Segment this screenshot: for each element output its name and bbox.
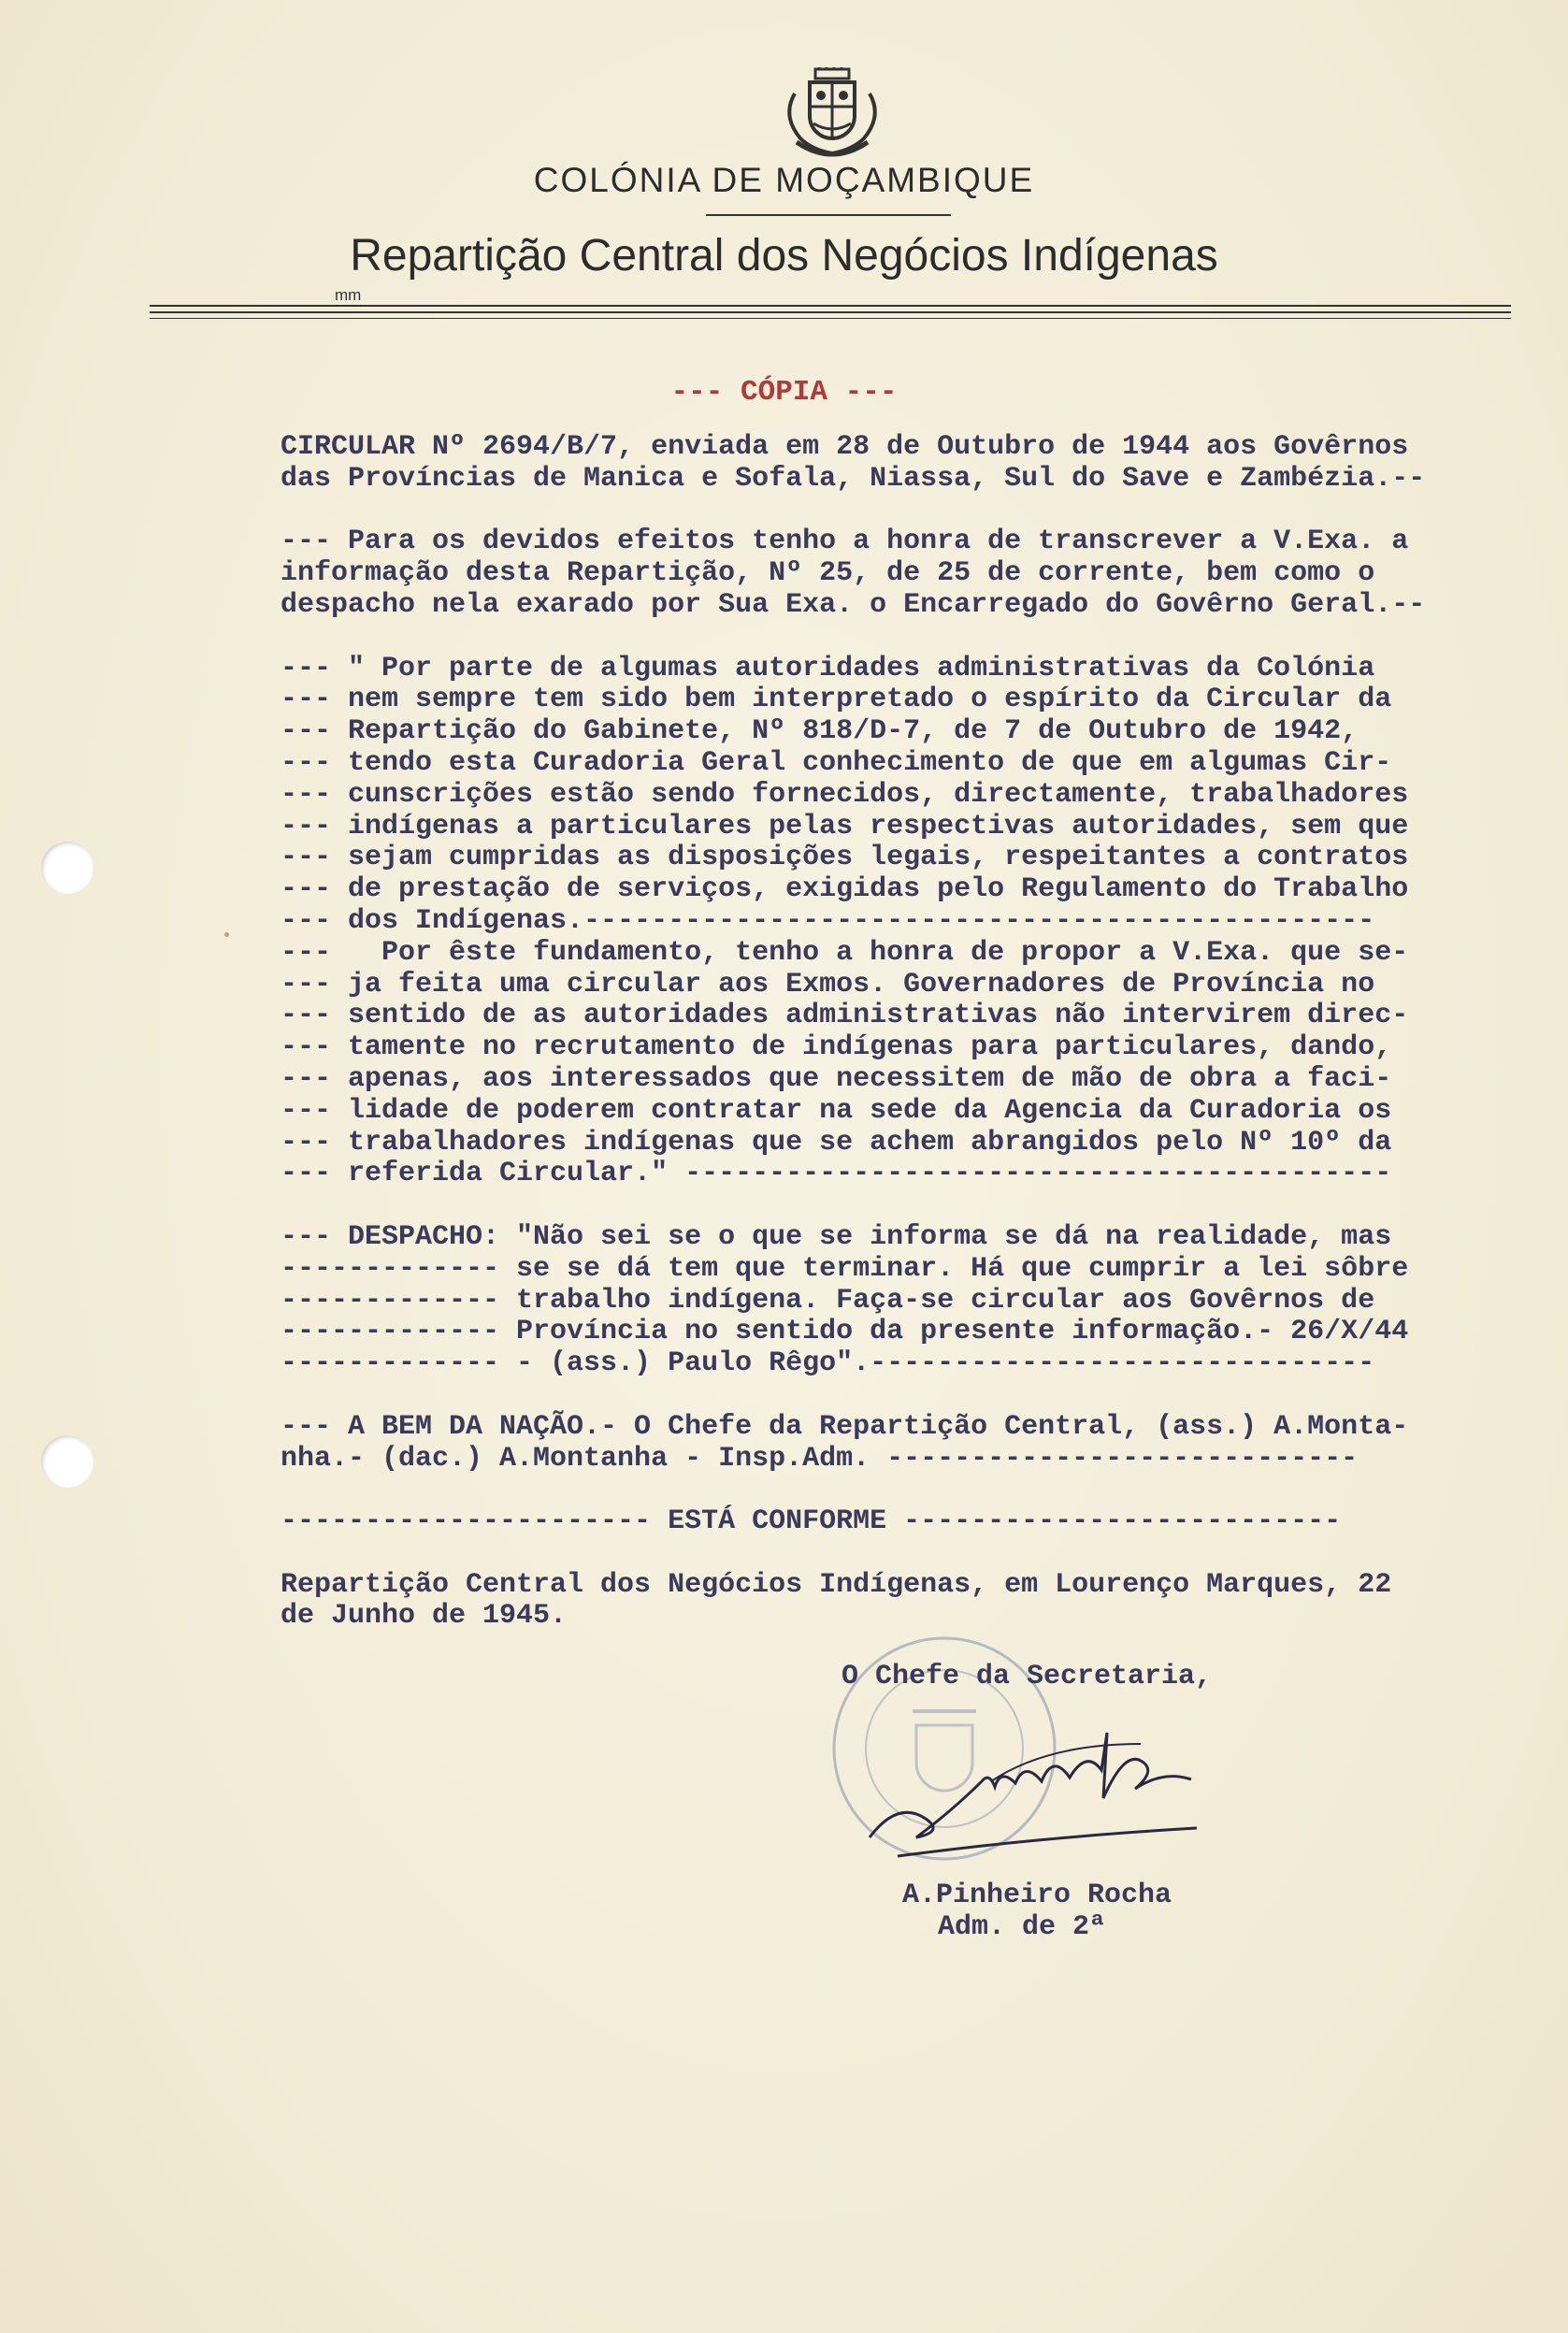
body-line: ------------- Província no sentido da presente informação.- 26/X/44 (281, 1316, 1409, 1348)
signature-closing: O Chefe da Secretaria, (842, 1661, 1213, 1692)
signer-name: A.Pinheiro Rocha (902, 1879, 1172, 1911)
body-line: --- ja feita uma circular aos Exmos. Governadores de Província no (281, 968, 1375, 1001)
binder-hole-top (41, 842, 94, 894)
binder-hole-bottom (41, 1435, 94, 1488)
body-line: --- tamente no recrutamento de indígenas para particulares, dando, (281, 1031, 1392, 1064)
body-line: --- de prestação de serviços, exigidas pelo Regulamento do Trabalho (281, 873, 1409, 906)
title-underline (706, 214, 951, 216)
handwritten-signature (860, 1725, 1281, 1865)
body-line: --- trabalhadores indígenas que se achem abrangidos pelo Nº 10º da (281, 1126, 1392, 1159)
signer-title: Adm. de 2ª (938, 1911, 1107, 1943)
body-line: --- lidade de poderem contratar na sede da Agencia da Curadoria os (281, 1094, 1392, 1127)
body-line: CIRCULAR Nº 2694/B/7, enviada em 28 de Outubro de 1944 aos Govêrnos (281, 431, 1409, 463)
body-line (281, 1475, 1552, 1506)
copy-label: --- CÓPIA --- (670, 376, 898, 409)
department-title: Repartição Central dos Negócios Indígenas (350, 231, 1218, 281)
reference-mark: mm (335, 286, 362, 304)
body-line: informação desta Repartição, Nº 25, de 25 de corrente, bem como o (281, 557, 1375, 590)
body-line: --- " Por parte de algumas autoridades administrativas da Colónia (281, 652, 1375, 684)
body-line: --- DESPACHO: "Não sei se o que se informa se dá na realidade, mas (281, 1220, 1392, 1253)
body-line: nha.- (dac.) A.Montanha - Insp.Adm. ---------------------------- (281, 1442, 1359, 1475)
document-body (281, 432, 1552, 1633)
body-line (281, 622, 1552, 654)
body-line (281, 1538, 1552, 1570)
body-line: de Junho de 1945. (281, 1600, 568, 1633)
body-line: --- indígenas a particulares pelas respectivas autoridades, sem que (281, 810, 1409, 842)
body-line: --- sejam cumpridas as disposições legais, respeitantes a contratos (281, 842, 1409, 874)
body-line: ------------- se se dá tem que terminar. Há que cumprir a lei sôbre (281, 1252, 1409, 1285)
body-line: --- Por êste fundamento, tenho a honra de propor a V.Exa. que se- (281, 936, 1409, 969)
coat-of-arms-icon (776, 65, 888, 168)
body-line: --- Repartição do Gabinete, Nº 818/D-7, de 7 de Outubro de 1942, (281, 715, 1359, 748)
colony-title: COLÓNIA DE MOÇAMBIQUE (533, 161, 1035, 199)
body-line: ------------- - (ass.) Paulo Rêgo".------------------------------ (281, 1347, 1375, 1380)
body-line: --- Para os devidos efeitos tenho a honra de transcrever a V.Exa. a (281, 526, 1409, 558)
body-line: --- dos Indígenas.----------------------------------------------- (281, 904, 1375, 937)
body-line: das Províncias de Manica e Sofala, Niassa, Sul do Save e Zambézia.-- (281, 462, 1426, 495)
body-line (281, 1380, 1552, 1412)
header-rule-double (150, 311, 1511, 313)
header-rule-thin (150, 318, 1511, 319)
body-line: --- A BEM DA NAÇÃO.- O Chefe da Repartição Central, (ass.) A.Monta- (281, 1410, 1409, 1443)
body-line: --- cunscrições estão sendo fornecidos, directamente, trabalhadores (281, 778, 1409, 811)
body-line: --- nem sempre tem sido bem interpretado o espírito da Circular da (281, 684, 1392, 716)
body-line (281, 496, 1552, 527)
body-line: --- tendo esta Curadoria Geral conhecimento de que em algumas Cir- (281, 746, 1392, 779)
header-rule (150, 305, 1511, 307)
margin-speck (224, 932, 229, 937)
body-line: --- apenas, aos interessados que necessitem de mão de obra a faci- (281, 1062, 1392, 1095)
body-line: despacho nela exarado por Sua Exa. o Encarregado do Govêrno Geral.-- (281, 588, 1426, 621)
body-line: --- sentido de as autoridades administrativas não intervirem direc- (281, 1000, 1409, 1032)
body-line: Repartição Central dos Negócios Indígenas, em Lourenço Marques, 22 (281, 1568, 1392, 1601)
body-line: ---------------------- ESTÁ CONFORME -------------------------- (281, 1505, 1342, 1538)
body-line: ------------- trabalho indígena. Faça-se circular aos Govêrnos de (281, 1284, 1375, 1317)
body-line (281, 1190, 1552, 1222)
body-line: --- referida Circular." ------------------------------------------ (281, 1158, 1392, 1190)
